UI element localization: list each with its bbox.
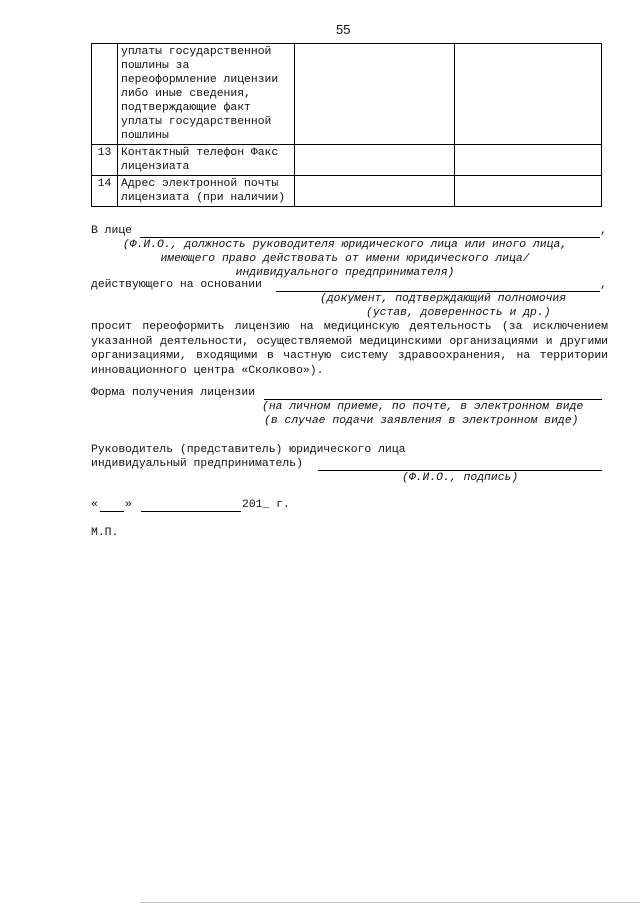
row-number [92,44,118,145]
date-day-field[interactable] [100,511,124,512]
row-extra-cell[interactable] [455,44,602,145]
fio-hint: (Ф.И.О., должность руководителя юридического лица или иного лица, имеющего право действовать от имени юридического лица/ индивидуального предпринимателя) [122,239,568,279]
row-number: 13 [92,145,118,176]
table-row [92,44,602,145]
row-description: уплаты государственной пошлины за переоформление лицензии либо иные сведения, подтверждающие факт уплаты государственной пошлины [118,44,295,145]
forma-hint: (на личном приеме, по почте, в электронном виде [262,401,584,413]
request-paragraph: просит переоформить лицензию на медицинскую деятельность (за исключением указанной деятельности, осуществляемой медицинскими организациями и другими организациями, входящими в частную систему здравоохранения, на территории инновационного центра «Сколково»). [91,321,608,377]
date-open-quote: « [91,499,98,511]
table-row [92,145,602,176]
stamp-place: М.П. [91,527,119,539]
date-month-field[interactable] [141,511,241,512]
page-edge-divider [140,902,640,903]
page-number: 55 [336,22,351,37]
head-label-ip: индивидуальный предприниматель) [91,458,303,470]
head-label: Руководитель (представитель) юридического лица [91,444,406,456]
date-year: 201_ г. [242,499,290,511]
comma: , [600,279,607,291]
row-number: 14 [92,176,118,207]
row-description: Адрес электронной почты лицензиата (при наличии) [118,176,295,207]
row-extra-cell[interactable] [455,145,602,176]
date-close-quote: » [125,499,132,511]
row-extra-cell[interactable] [455,176,602,207]
document-hint: (документ, подтверждающий полномочия [320,293,567,305]
signature-hint: (Ф.И.О., подпись) [402,472,519,484]
row-value-cell[interactable] [295,176,455,207]
row-description: Контактный телефон Факс лицензиата [118,145,295,176]
document-hint-examples: (устав, доверенность и др.) [366,307,551,319]
osnovanie-label: действующего на основании [91,279,262,291]
forma-hint-electronic: (в случае подачи заявления в электронном виде) [264,415,579,427]
comma: , [600,225,607,237]
forma-label: Форма получения лицензии [91,387,256,399]
table-row [92,176,602,207]
data-table [91,43,602,207]
row-value-cell[interactable] [295,44,455,145]
row-value-cell[interactable] [295,145,455,176]
v-litse-label: В лице [91,225,133,237]
